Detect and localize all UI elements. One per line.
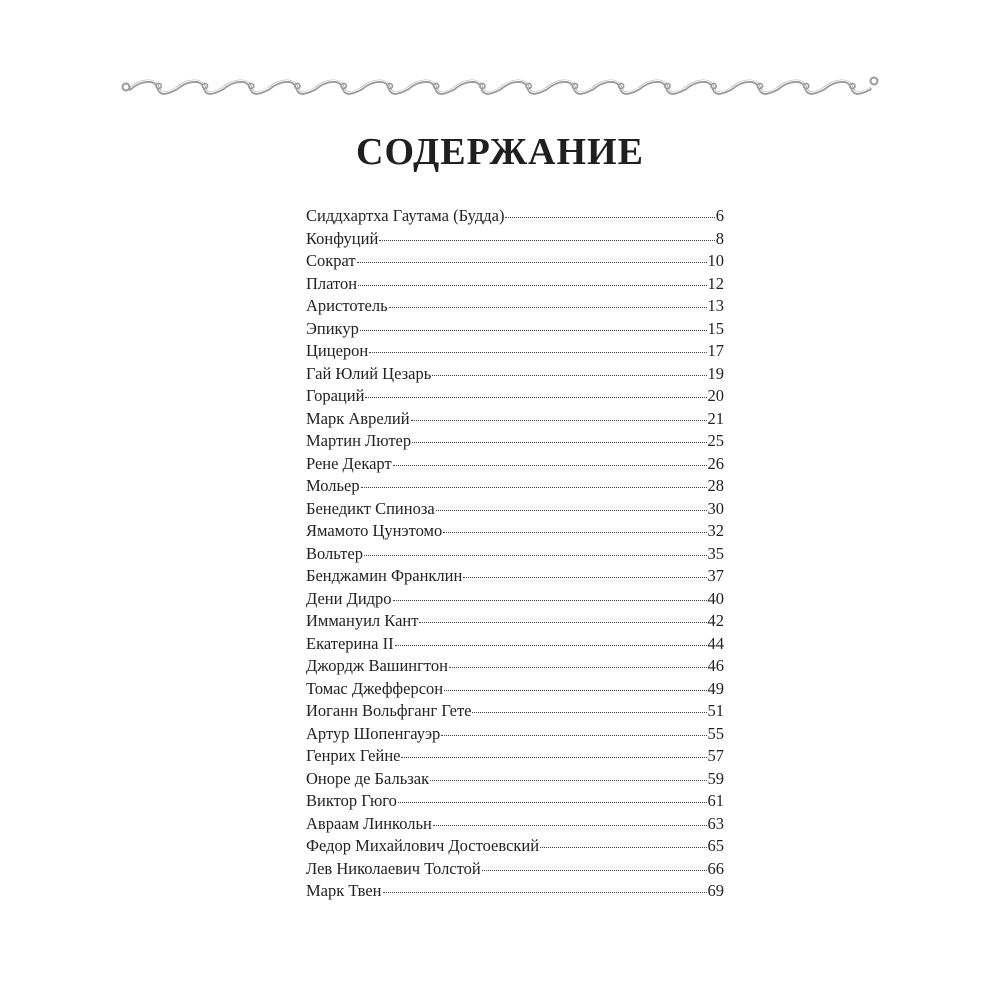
toc-entry[interactable] bbox=[306, 633, 724, 656]
toc-entry-title: Федор Михайлович Достоевский bbox=[306, 836, 540, 855]
toc-entry[interactable] bbox=[306, 318, 724, 341]
toc-entry-title: Дени Дидро bbox=[306, 588, 392, 608]
toc-entry[interactable] bbox=[306, 790, 724, 813]
toc-dot-leader bbox=[364, 555, 707, 556]
toc-entry-page-number: 63 bbox=[707, 813, 724, 833]
toc-entry[interactable] bbox=[306, 700, 724, 723]
toc-entry-page-number: 20 bbox=[707, 386, 724, 405]
toc-entry[interactable] bbox=[306, 813, 724, 836]
toc-entry[interactable] bbox=[306, 250, 724, 273]
toc-entry-page-number: 61 bbox=[707, 791, 724, 810]
toc-entry[interactable] bbox=[306, 588, 724, 611]
toc-entry-page-number: 32 bbox=[707, 521, 724, 540]
toc-entry-page-number: 59 bbox=[707, 768, 724, 788]
toc-entry-title: Лев Николаевич Толстой bbox=[306, 858, 481, 878]
toc-entry-title: Виктор Гюго bbox=[306, 791, 397, 810]
toc-entry[interactable] bbox=[306, 520, 724, 543]
toc-dot-leader bbox=[358, 285, 706, 286]
toc-entry[interactable] bbox=[306, 543, 724, 566]
toc-dot-leader bbox=[449, 667, 707, 668]
toc-entry-page-number: 12 bbox=[707, 273, 724, 293]
toc-entry-page-number: 42 bbox=[707, 611, 724, 630]
toc-entry[interactable] bbox=[306, 565, 724, 588]
toc-entry[interactable] bbox=[306, 453, 724, 476]
toc-entry-title: Джордж Вашингтон bbox=[306, 656, 448, 675]
toc-entry-title: Генрих Гейне bbox=[306, 746, 401, 765]
toc-entry[interactable] bbox=[306, 273, 724, 296]
toc-dot-leader bbox=[540, 847, 706, 848]
toc-entry-title: Авраам Линкольн bbox=[306, 813, 432, 833]
toc-dot-leader bbox=[436, 510, 707, 511]
toc-entry-page-number: 55 bbox=[707, 723, 724, 743]
toc-entry-page-number: 15 bbox=[707, 318, 724, 338]
toc-entry[interactable] bbox=[306, 340, 724, 363]
toc-dot-leader bbox=[395, 645, 707, 646]
toc-dot-leader bbox=[361, 487, 707, 488]
toc-entry-title: Сиддхартха Гаутама (Будда) bbox=[306, 206, 505, 225]
toc-entry[interactable] bbox=[306, 498, 724, 521]
toc-entry-page-number: 35 bbox=[707, 543, 724, 563]
toc-dot-leader bbox=[430, 780, 706, 781]
toc-dot-leader bbox=[482, 870, 707, 871]
toc-entry-page-number: 40 bbox=[707, 588, 724, 608]
toc-entry-title: Артур Шопенгауэр bbox=[306, 723, 441, 743]
toc-entry-title: Мартин Лютер bbox=[306, 431, 412, 450]
toc-entry-title: Вольтер bbox=[306, 543, 363, 563]
toc-entry-page-number: 65 bbox=[707, 836, 724, 855]
toc-entry-title: Сократ bbox=[306, 251, 356, 270]
toc-entry-page-number: 17 bbox=[707, 341, 724, 360]
toc-entry-page-number: 37 bbox=[707, 566, 724, 585]
toc-entry-title: Томас Джефферсон bbox=[306, 678, 444, 698]
toc-entry-page-number: 26 bbox=[707, 453, 724, 473]
toc-dot-leader bbox=[433, 825, 707, 826]
toc-entry-page-number: 57 bbox=[707, 746, 724, 765]
toc-entry-title: Конфуций bbox=[306, 228, 379, 248]
toc-entry[interactable] bbox=[306, 228, 724, 251]
toc-entry[interactable] bbox=[306, 205, 724, 228]
toc-entry-title: Иммануил Кант bbox=[306, 611, 419, 630]
toc-entry[interactable] bbox=[306, 880, 724, 903]
toc-dot-leader bbox=[389, 307, 707, 308]
toc-entry-title: Иоганн Вольфганг Гете bbox=[306, 701, 472, 720]
toc-entry-title: Рене Декарт bbox=[306, 453, 392, 473]
toc-dot-leader bbox=[441, 735, 706, 736]
toc-entry-title: Гай Юлий Цезарь bbox=[306, 363, 432, 383]
toc-dot-leader bbox=[393, 600, 707, 601]
toc-dot-leader bbox=[443, 532, 706, 533]
toc-entry-title: Ямамото Цунэтомо bbox=[306, 521, 443, 540]
toc-entry-page-number: 6 bbox=[715, 206, 724, 225]
toc-entry[interactable] bbox=[306, 835, 724, 858]
toc-entry-page-number: 44 bbox=[707, 633, 724, 653]
toc-dot-leader bbox=[432, 375, 706, 376]
toc-dot-leader bbox=[365, 397, 706, 398]
toc-entry-page-number: 49 bbox=[707, 678, 724, 698]
toc-entry[interactable] bbox=[306, 655, 724, 678]
toc-entry[interactable] bbox=[306, 385, 724, 408]
toc-dot-leader bbox=[463, 577, 706, 578]
toc-dot-leader bbox=[398, 802, 707, 803]
toc-entry-page-number: 51 bbox=[707, 701, 724, 720]
toc-entry-page-number: 19 bbox=[707, 363, 724, 383]
toc-dot-leader bbox=[444, 690, 706, 691]
toc-entry-title: Екатерина II bbox=[306, 633, 394, 653]
toc-entry[interactable] bbox=[306, 678, 724, 701]
toc-dot-leader bbox=[360, 330, 707, 331]
toc-entry-page-number: 46 bbox=[707, 656, 724, 675]
toc-dot-leader bbox=[411, 420, 707, 421]
toc-entry-title: Гораций bbox=[306, 386, 365, 405]
toc-entry-title: Цицерон bbox=[306, 341, 369, 360]
toc-entry-title: Аристотель bbox=[306, 296, 388, 315]
toc-entry[interactable] bbox=[306, 408, 724, 431]
toc-dot-leader bbox=[505, 217, 714, 218]
toc-entry-title: Марк Твен bbox=[306, 881, 382, 900]
page-title: СОДЕРЖАНИЕ bbox=[356, 131, 644, 173]
toc-entry[interactable] bbox=[306, 858, 724, 881]
wave-scroll-border-icon bbox=[120, 70, 880, 106]
toc-entry[interactable] bbox=[306, 610, 724, 633]
toc-entry-title: Марк Аврелий bbox=[306, 408, 410, 428]
toc-entry-title: Бенджамин Франклин bbox=[306, 566, 463, 585]
toc-dot-leader bbox=[379, 240, 714, 241]
toc-dot-leader bbox=[383, 892, 707, 893]
toc-entry-title: Платон bbox=[306, 273, 358, 293]
toc-entry[interactable] bbox=[306, 723, 724, 746]
toc-entry[interactable] bbox=[306, 430, 724, 453]
toc-entry-page-number: 30 bbox=[707, 498, 724, 518]
toc-entry-page-number: 69 bbox=[707, 881, 724, 900]
toc-entry-title: Бенедикт Спиноза bbox=[306, 498, 435, 518]
toc-dot-leader bbox=[419, 622, 706, 623]
toc-entry-page-number: 25 bbox=[707, 431, 724, 450]
toc-entry-title: Эпикур bbox=[306, 318, 359, 338]
toc-entry[interactable] bbox=[306, 363, 724, 386]
toc-dot-leader bbox=[357, 262, 707, 263]
toc-entry-page-number: 28 bbox=[707, 476, 724, 495]
toc-entry-title: Мольер bbox=[306, 476, 360, 495]
toc-entry[interactable] bbox=[306, 768, 724, 791]
toc-entry-title: Оноре де Бальзак bbox=[306, 768, 430, 788]
toc-entry[interactable] bbox=[306, 745, 724, 768]
table-of-contents bbox=[306, 205, 724, 903]
toc-dot-leader bbox=[369, 352, 706, 353]
toc-entry[interactable] bbox=[306, 475, 724, 498]
toc-dot-leader bbox=[412, 442, 706, 443]
toc-entry[interactable] bbox=[306, 295, 724, 318]
toc-dot-leader bbox=[393, 465, 707, 466]
toc-entry-page-number: 21 bbox=[707, 408, 724, 428]
toc-entry-page-number: 8 bbox=[715, 228, 724, 248]
toc-entry-page-number: 13 bbox=[707, 296, 724, 315]
toc-dot-leader bbox=[401, 757, 706, 758]
toc-entry-page-number: 10 bbox=[707, 251, 724, 270]
toc-dot-leader bbox=[472, 712, 706, 713]
toc-entry-page-number: 66 bbox=[707, 858, 724, 878]
